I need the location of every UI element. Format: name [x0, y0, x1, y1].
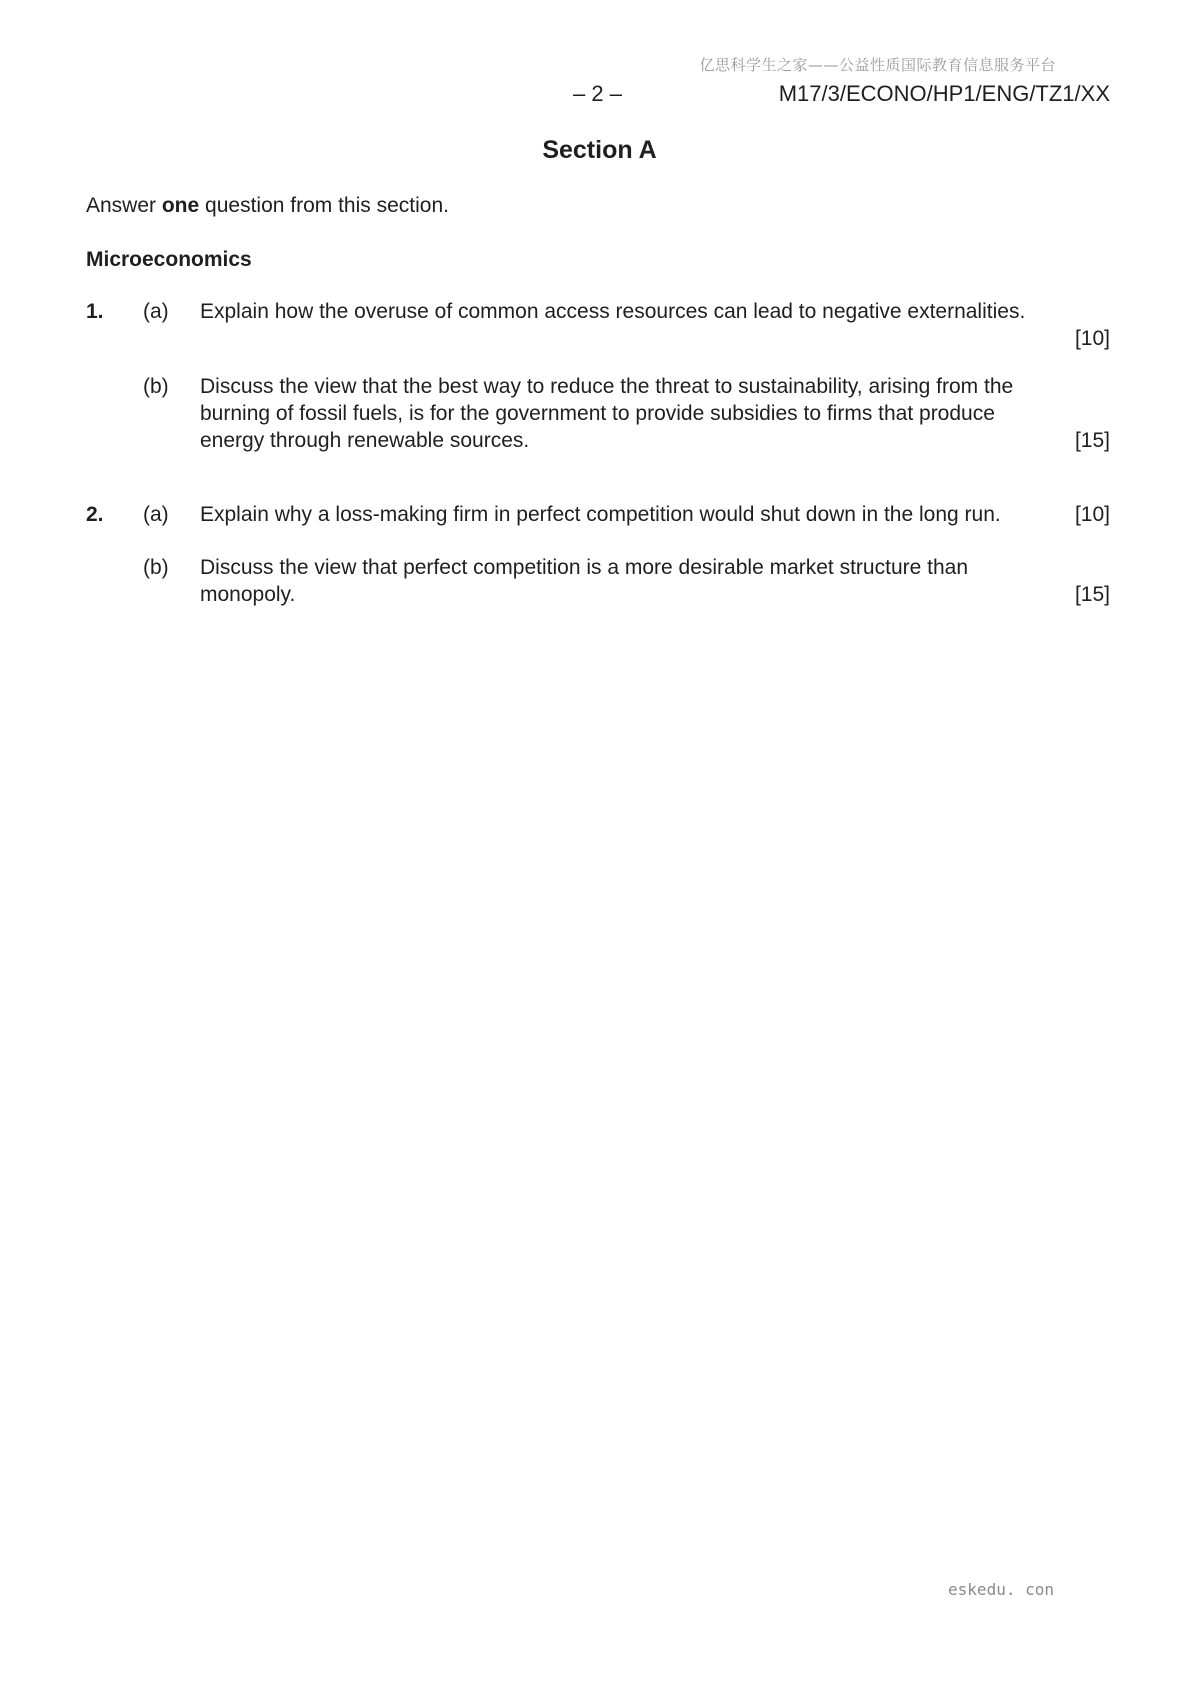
- question-marks: [10]: [1074, 503, 1110, 526]
- question-text: Discuss the view that the best way to reduce the threat to sustainability, arising from the burning of fossil fuels, is for the government to provide subsidies to firms that produce energy through renewable sources.: [200, 375, 1014, 452]
- question-part-label: (b): [143, 556, 169, 579]
- topic-heading: Microeconomics: [86, 248, 252, 271]
- question-1a: [86, 298, 1110, 352]
- question-part-label: (b): [143, 375, 169, 398]
- footer-site-mark: eskedu. con: [948, 1580, 1054, 1599]
- question-text: Discuss the view that perfect competition is a more desirable market structure than monopoly.: [200, 556, 968, 606]
- instruction-emphasis: one: [161, 194, 200, 217]
- question-part-label: (a): [143, 503, 169, 526]
- paper-code: M17/3/ECONO/HP1/ENG/TZ1/XX: [778, 81, 1110, 106]
- question-marks: [15]: [1074, 429, 1110, 452]
- question-text: Explain how the overuse of common access resources can lead to negative externalities.: [200, 300, 1026, 323]
- question-marks: [10]: [1074, 327, 1110, 350]
- page-number: – 2 –: [573, 81, 622, 106]
- question-2b: [86, 554, 1110, 608]
- question-number: 2.: [86, 503, 104, 526]
- section-instruction: [86, 194, 449, 218]
- question-1b: [86, 373, 1110, 454]
- watermark-text: 亿思科学生之家——公益性质国际教育信息服务平台: [699, 56, 1056, 74]
- instruction-prefix: Answer: [86, 194, 162, 217]
- instruction-suffix: question from this section.: [199, 194, 449, 217]
- question-marks: [15]: [1074, 583, 1110, 606]
- section-title: Section A: [542, 136, 657, 164]
- question-part-label: (a): [143, 300, 169, 323]
- question-text: Explain why a loss-making firm in perfect competition would shut down in the long run.: [200, 503, 1001, 526]
- question-2a: [86, 501, 1110, 528]
- question-number: 1.: [86, 300, 104, 323]
